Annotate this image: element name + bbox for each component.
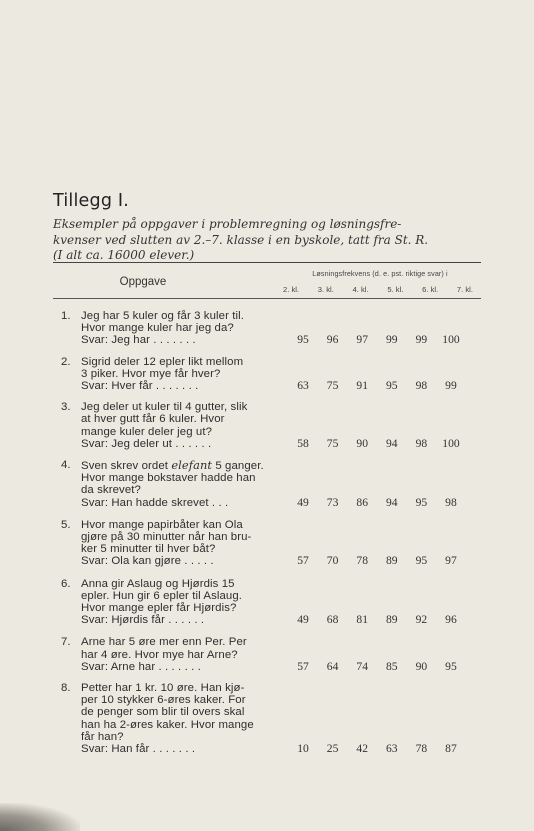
task-line: Hvor mange bokstaver hadde han (81, 472, 256, 485)
table-top-rule (53, 262, 481, 263)
frequency-values (291, 743, 463, 755)
frequency-value: 78 (415, 742, 428, 756)
task-line: Arne har 5 øre mer enn Per. Per (81, 636, 247, 649)
frequency-value: 100 (442, 333, 460, 347)
frequency-value: 70 (326, 554, 339, 568)
table-body (53, 310, 483, 755)
frequency-value: 49 (297, 613, 309, 627)
table-row (53, 310, 483, 347)
task-text (81, 356, 281, 393)
class-header: 7. kl. (456, 285, 473, 294)
frequency-value: 10 (297, 742, 309, 756)
frequency-value: 97 (356, 333, 368, 347)
class-header: 4. kl. (352, 285, 369, 294)
frequency-value: 98 (415, 379, 428, 393)
frequency-value: 90 (415, 659, 428, 673)
frequency-value: 98 (445, 495, 457, 509)
frequency-value: 100 (442, 436, 460, 450)
frequency-values (291, 497, 463, 509)
frequency-value: 81 (356, 613, 368, 627)
task-answer: Svar: Jeg har . . . . . . . (81, 334, 196, 347)
task-number: 2. (61, 355, 71, 368)
task-answer: Svar: Han får . . . . . . . (81, 743, 196, 756)
frequency-value: 95 (297, 333, 309, 347)
section-heading: Tillegg I. (53, 191, 130, 211)
frequency-value: 73 (326, 495, 339, 509)
task-line: Hvor mange epler får Hjørdis? (81, 602, 237, 615)
task-text (81, 519, 281, 568)
task-line: gjøre på 30 minutter når han bru- (81, 531, 252, 544)
task-line: Petter har 1 kr. 10 øre. Han kjø- (81, 682, 245, 695)
task-number: 4. (61, 459, 71, 472)
frequency-value: 95 (445, 659, 457, 673)
frequency-value: 98 (415, 436, 428, 450)
class-header: 3. kl. (317, 285, 334, 294)
subtitle (53, 217, 483, 264)
frequency-value: 57 (297, 659, 309, 673)
frequency-value: 78 (356, 554, 368, 568)
frequency-value: 91 (356, 379, 368, 393)
task-text (81, 578, 281, 627)
frequency-value: 99 (445, 379, 457, 393)
frequency-value: 94 (385, 436, 398, 450)
task-text (81, 310, 281, 347)
frequency-values (291, 555, 463, 567)
task-line: mange kuler deler jeg ut? (81, 425, 213, 438)
task-answer: Svar: Hver får . . . . . . . (81, 380, 199, 393)
frequency-value: 92 (415, 613, 428, 627)
frequency-value: 89 (385, 554, 398, 568)
column-header-frequency: Løsningsfrekvens (d. e. pst. riktige svar) i (312, 269, 448, 278)
class-header: 5. kl. (387, 285, 404, 294)
frequency-value: 99 (415, 333, 428, 347)
frequency-value: 58 (297, 436, 309, 450)
task-line: Sigrid deler 12 epler likt mellom (81, 355, 244, 368)
task-number: 6. (61, 577, 71, 590)
class-header-row (283, 285, 473, 294)
frequency-value: 96 (326, 333, 339, 347)
frequency-value: 95 (415, 495, 428, 509)
task-line: da skrevet? (81, 484, 141, 497)
task-line: per 10 stykker 6-øres kaker. For (81, 694, 246, 707)
task-number: 7. (61, 636, 71, 649)
frequency-value: 64 (326, 659, 339, 673)
table-row (53, 519, 483, 568)
subtitle-line-2: kvenser ved slutten av 2.–7. klasse i en byskole, tatt fra St. R. (53, 232, 429, 247)
class-header: 6. kl. (422, 285, 439, 294)
task-line: Hvor mange papirbåter kan Ola (81, 518, 243, 531)
task-line: Hvor mange kuler har jeg da? (81, 322, 234, 335)
task-number: 5. (61, 518, 71, 531)
frequency-values (291, 438, 463, 450)
task-text (81, 636, 281, 673)
frequency-value: 86 (356, 495, 368, 509)
task-line: at hver gutt får 6 kuler. Hvor (81, 413, 225, 426)
task-number: 3. (61, 401, 71, 414)
task-answer: Svar: Han hadde skrevet . . . (81, 496, 229, 509)
task-text (81, 682, 281, 755)
task-line: epler. Hun gir 6 epler til Aslaug. (81, 589, 243, 602)
frequency-values (291, 614, 463, 626)
task-answer: Svar: Jeg deler ut . . . . . . (81, 437, 212, 450)
subtitle-line-3: (I alt ca. 16000 elever.) (53, 248, 195, 262)
frequency-value: 89 (385, 613, 398, 627)
task-answer: Svar: Hjørdis får . . . . . . (81, 614, 205, 627)
frequency-value: 42 (356, 742, 368, 756)
frequency-value: 87 (445, 742, 457, 756)
task-line: 3 piker. Hvor mye får hver? (81, 367, 221, 380)
frequency-value: 95 (385, 379, 398, 393)
frequency-values (291, 334, 463, 346)
frequency-value: 95 (415, 554, 428, 568)
frequency-value: 49 (297, 495, 309, 509)
table-row (53, 401, 483, 450)
table-row (53, 636, 483, 673)
frequency-value: 75 (326, 436, 339, 450)
frequency-value: 99 (385, 333, 398, 347)
task-answer: Svar: Arne har . . . . . . . (81, 660, 201, 673)
frequency-value: 68 (326, 613, 339, 627)
task-line: Anna gir Aslaug og Hjørdis 15 (81, 577, 235, 590)
frequency-value: 63 (297, 379, 309, 393)
task-line: Jeg har 5 kuler og får 3 kuler til. (81, 310, 245, 322)
frequency-values (291, 661, 463, 673)
frequency-value: 97 (445, 554, 457, 568)
task-line: får han? (81, 730, 124, 743)
frequency-values (291, 380, 463, 392)
task-text (81, 459, 281, 509)
task-answer: Svar: Ola kan gjøre . . . . . (81, 555, 214, 568)
frequency-value: 96 (445, 613, 457, 627)
task-text (81, 401, 281, 450)
task-line: ker 5 minutter til hver båt? (81, 543, 216, 556)
column-header-oppgave: Oppgave (119, 276, 167, 288)
frequency-value: 25 (326, 742, 339, 756)
emphasized-word: elefant (171, 458, 213, 473)
table-row (53, 356, 483, 393)
task-line: han ha 2-øres kaker. Hvor mange (81, 718, 254, 731)
task-number: 8. (61, 682, 71, 695)
frequency-value: 75 (326, 379, 339, 393)
table-row (53, 578, 483, 627)
table-row (53, 459, 483, 509)
frequency-value: 90 (356, 436, 368, 450)
frequency-value: 85 (385, 659, 398, 673)
class-header: 2. kl. (283, 285, 300, 294)
task-line: de penger som blir til overs skal (81, 706, 245, 719)
task-line: Jeg deler ut kuler til 4 gutter, slik (81, 401, 248, 414)
scan-shadow (0, 803, 80, 831)
task-line: har 4 øre. Hvor mye har Arne? (81, 648, 238, 661)
task-number: 1. (61, 310, 71, 322)
task-line: Sven skrev ordet elefant 5 ganger. (81, 458, 264, 473)
frequency-value: 94 (385, 495, 398, 509)
frequency-value: 74 (356, 659, 368, 673)
frequency-value: 63 (385, 742, 398, 756)
subtitle-line-1: Eksempler på oppgaver i problemregning og løsningsfre- (53, 217, 402, 231)
table-header-rule (53, 298, 481, 299)
frequency-value: 57 (297, 554, 309, 568)
table-row (53, 682, 483, 755)
